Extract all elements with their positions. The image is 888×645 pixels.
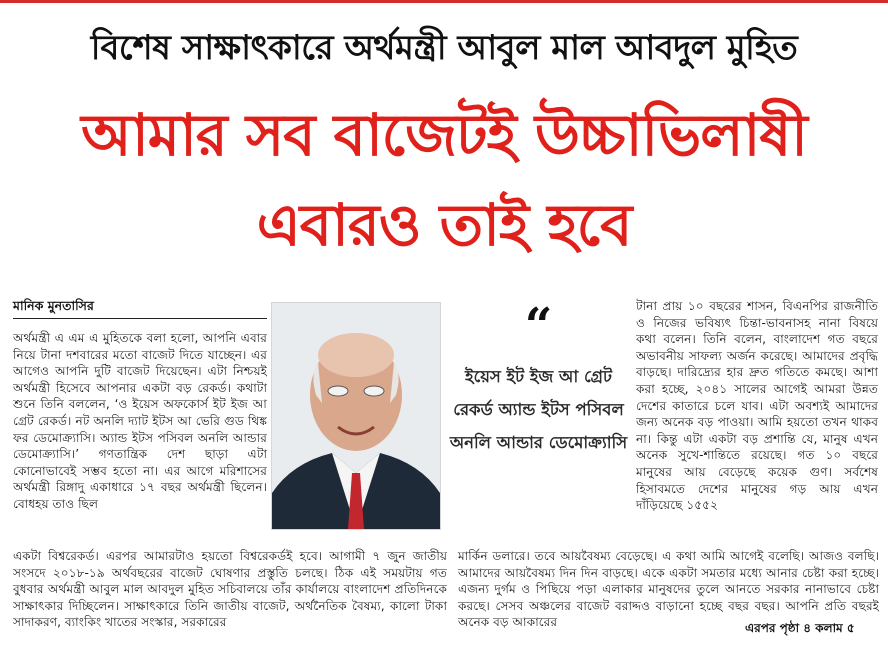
portrait-illustration [272,303,440,529]
article-column-1 [13,330,267,548]
article-column-3 [636,298,878,546]
bottom-left-text: একটা বিশ্বরেকর্ড। এরপর আমারটাও হয়তো বিশ্বরেকর্ডই হবে। আগামী ৭ জুন জাতীয় সংসদে ২০১৮-১৯ অর্থবছরের বাজেট ঘোষণার প্রস্তুতি চলছে। ঠিক এই সময়টায় গত বুধবার অর্থমন্ত্রী আবুল মাল আবদুল মুহিত সচিবালয়ে তাঁর কার্যালয়ে বাংলাদেশ প্রতিদিনকে সাক্ষাৎকার দিচ্ছিলেন। সাক্ষাৎকারে তিনি জাতীয় বাজেট, অর্থনৈতিক বৈষম্য, কালো টাকা সাদাকরণ, ব্যাংকিং খাতের সংস্কার, সরকারের [13,549,447,630]
quote-mark-icon: “ [524,298,553,354]
pullquote-text: ইয়েস ইট ইজ আ গ্রেট রেকর্ড অ্যান্ড ইটস পসিবল অনলি আন্ডার ডেমোক্র্যাসি [449,367,628,452]
continued-on-note: এরপর পৃষ্ঠা ৪ কলাম ৫ [745,621,855,635]
kicker-heading: বিশেষ সাক্ষাৎকারে অর্থমন্ত্রী আবুল মাল আবদুল মুহিত [90,28,798,68]
byline-rule [13,318,267,319]
pullquote-box [447,300,630,540]
column-1-text: অর্থমন্ত্রী এ এম এ মুহিতকে বলা হলো, আপনি এবার নিয়ে টানা দশবারের মতো বাজেট দিতে যাচ্ছেন। এর আগেও আপনি দুটি বাজেট দিয়েছেন। এটা নিশ্চয়ই অর্থমন্ত্রী হিসেবে আপনার একটা বড় রেকর্ড। কথাটা শুনে তিনি বললেন, ‘ও ইয়েস অফকোর্স ইট ইজ আ গ্রেট রেকর্ড। নট অনলি দ্যাট ইটস আ ভেরি গুড থিঙ্ক ফর ডেমোক্র্যাসি। অ্যান্ড ইটস পসিবল অনলি আন্ডার ডেমোক্র্যাসি।’ গণতান্ত্রিক দেশ ছাড়া এটা কোনোভাবেই সম্ভব হতো না। এর আগে মরিশাসের অর্থমন্ত্রী রিঙ্গাদু একাধারে ১৭ বছর অর্থমন্ত্রী ছিলেন। বোধহয় তাও ছিল [13,331,267,511]
byline: মানিক মুনতাসির [13,298,94,313]
headline-line-2: এবারও তাই হবে [256,191,632,259]
headline-line-1: আমার সব বাজেটই উচ্চাভিলাষী [81,101,807,169]
portrait-photo [271,302,441,530]
column-3-text: টানা প্রায় ১০ বছরের শাসন, বিএনপির রাজনীতি ও নিজের ভবিষ্যৎ চিন্তা-ভাবনাসহ নানা বিষয়ে কথা বলেন। তিনি বলেন, বাংলাদেশ গত বছরে অভাবনীয় সাফল্য অর্জন করেছে। আমাদের প্রবৃদ্ধি বাড়ছে। দারিদ্র্যের হার দ্রুত গতিতে কমছে। আশা করা হচ্ছে, ২০৪১ সালের আগেই আমরা উন্নত দেশের কাতারে চলে যাব। এটা অবশ্যই আমাদের জন্য অনেক বড় পাওয়া। আমি হয়তো তখন থাকব না। কিন্তু এটা একটা বড় প্রশান্তি যে, মানুষ এখন অনেক সুখে-শান্তিতে রয়েছে। গত ১০ বছরে মানুষের আয় বেড়েছে কয়েক গুণ। সর্বশেষ হিসাবমতে দেশের মানুষের গড় আয় এখন দাঁড়িয়েছে ১৫৫২ [636,299,878,513]
top-rule [0,0,888,3]
bottom-right-text: মার্কিন ডলারে। তবে আয়বৈষম্য বেড়েছে। এ কথা আমি আগেই বলেছি। আজও বলছি। আমাদের আয়বৈষম্য দিন দিন বাড়ছে। একে একটা সমতার মধ্যে আনার চেষ্টা করা হচ্ছে। এজন্য দুর্গম ও পিছিয়ে পড়া এলাকার মানুষদের তুলে আনতে সরকার নানাভাবে চেষ্টা করছে। সেসব অঞ্চলের বাজেট বরাদ্দও বাড়ানো হচ্ছে বছর বছর। আপনি প্রতি বছরই অনেক বড় আকারের [458,549,879,630]
